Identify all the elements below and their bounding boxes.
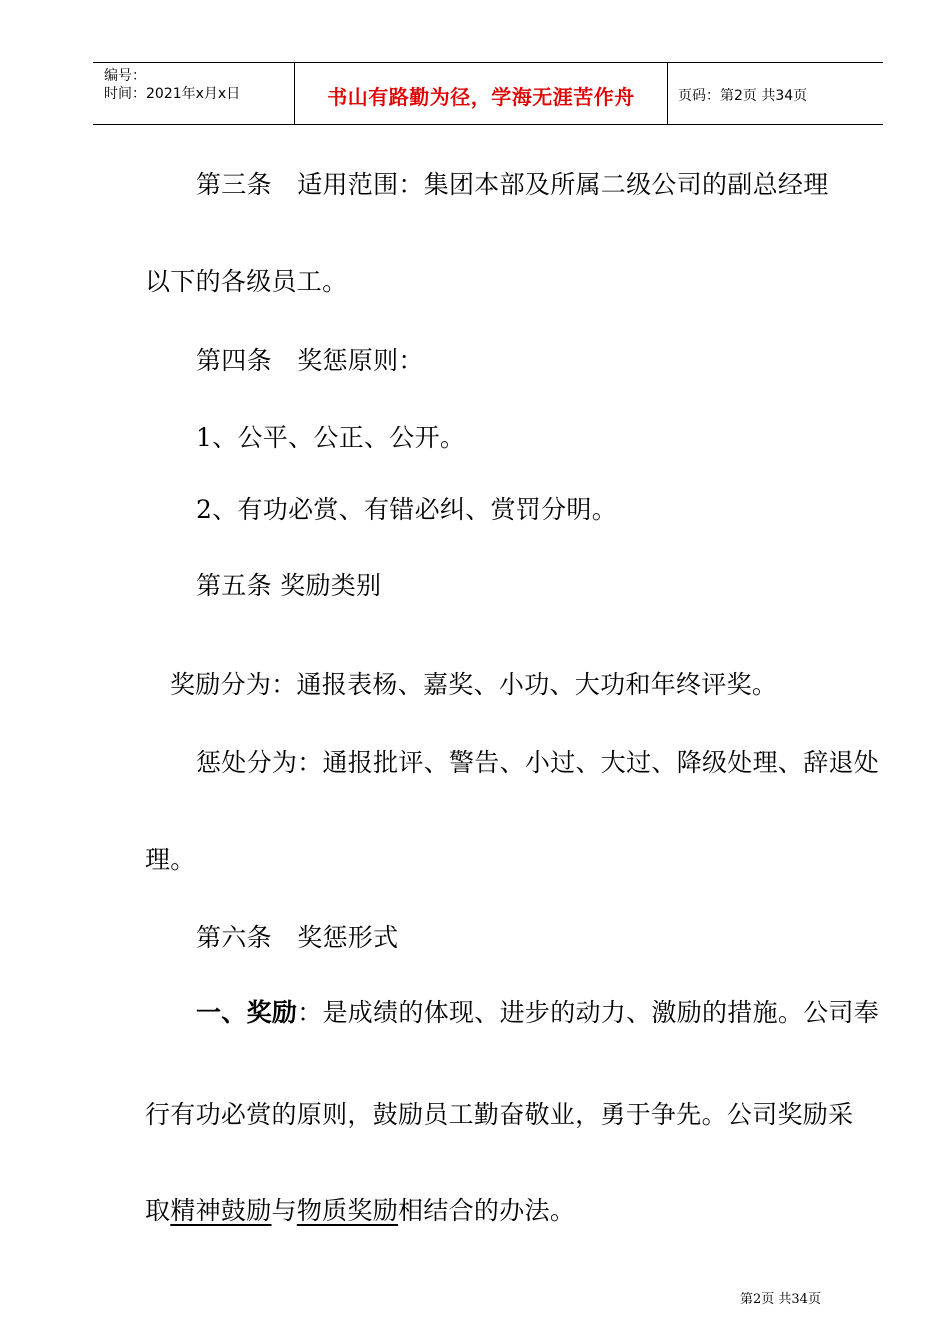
header-motto-cell: [295, 63, 668, 124]
reward-paragraph-line-1: [196, 993, 879, 1029]
header-page-code: 页码：第2页 共34页: [678, 88, 808, 104]
document-time-label: 时间：2021年x月x日: [104, 86, 241, 102]
reward-paragraph-line-2: 行有功必赏的原则，鼓励员工勤奋敬业，勇于争先。公司奖励采: [145, 1100, 854, 1129]
punishment-types-line-2: 理。: [145, 845, 196, 874]
article-3-line-2: 以下的各级员工。: [145, 267, 348, 296]
page-header: [93, 62, 883, 125]
article-4-title: 第四条 奖惩原则：: [196, 346, 424, 375]
reward-heading: 一、奖励: [196, 998, 298, 1027]
reward-line-3-text-a: 取: [145, 1196, 171, 1225]
reward-line-3-text-c: 相结合的办法。: [398, 1196, 576, 1225]
reward-line-1-text: ：是成绩的体现、进步的动力、激励的措施。公司奉: [297, 998, 880, 1027]
spiritual-encouragement-link[interactable]: 精神鼓励: [170, 1196, 272, 1225]
principle-2: 2、有功必赏、有错必纠、赏罚分明。: [196, 495, 618, 524]
header-info-cell: [93, 63, 295, 124]
article-5-title: 第五条 奖励类别: [196, 571, 382, 600]
principle-1: 1、公平、公正、公开。: [196, 423, 466, 452]
header-page-cell: [668, 63, 883, 124]
page-footer-number: 第2页 共34页: [740, 1292, 821, 1307]
article-6-title: 第六条 奖惩形式: [196, 923, 399, 952]
reward-types: 奖励分为：通报表杨、嘉奖、小功、大功和年终评奖。: [170, 670, 778, 699]
document-number-label: 编号：: [104, 68, 146, 84]
punishment-types-line-1: 惩处分为：通报批评、警告、小过、大过、降级处理、辞退处: [196, 748, 880, 777]
article-3-line-1: 第三条 适用范围：集团本部及所属二级公司的副总经理: [196, 170, 829, 199]
material-reward-link[interactable]: 物质奖励: [296, 1196, 399, 1225]
header-motto: 书山有路勤为径，学海无涯苦作舟: [327, 85, 635, 109]
reward-line-3-text-b: 与: [271, 1196, 297, 1225]
reward-paragraph-line-3: [145, 1191, 575, 1227]
